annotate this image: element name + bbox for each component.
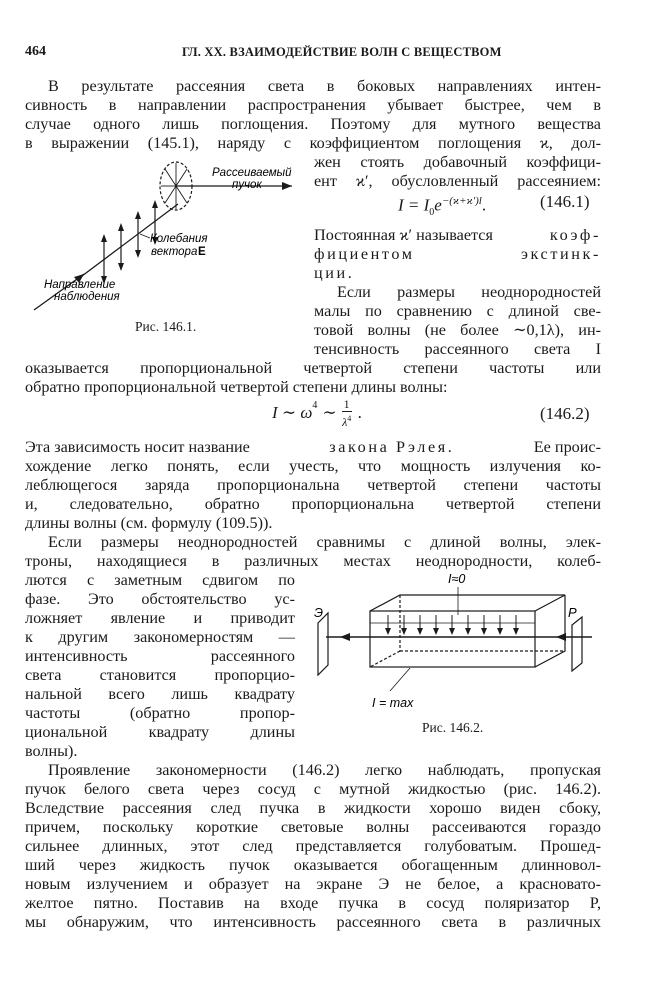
term-spaced: ции. bbox=[314, 264, 355, 282]
text-line: мы обнаружим, что интенсивность рассеянного света в различных bbox=[25, 913, 601, 931]
text-line bbox=[25, 438, 601, 457]
figure-caption: Рис. 146.1. bbox=[135, 319, 197, 334]
text-line bbox=[314, 245, 601, 264]
text-line: желтое пятно. Поставив на входе пучка в сосуд поляризатор P, bbox=[25, 894, 601, 912]
text-line: жен стоять добавочный коэффици- bbox=[314, 153, 601, 171]
eq-denominator bbox=[342, 412, 351, 429]
eq-den-power: 4 bbox=[347, 413, 352, 423]
figure-caption: Рис. 146.2. bbox=[422, 720, 484, 735]
text-line: к другим закономерностям — bbox=[25, 628, 295, 646]
text-line: обратно пропорциональной четвертой степени длины волны: bbox=[25, 378, 448, 396]
eq-sim: ∼ bbox=[322, 403, 337, 422]
oscillation-arrows bbox=[104, 202, 155, 282]
text-line: ложняет явление и приводит bbox=[25, 609, 295, 627]
text-line: волны). bbox=[25, 742, 78, 760]
text-line: оказывается пропорциональной четвертой степени частоты или bbox=[25, 359, 601, 377]
text-fragment: Ее проис- bbox=[533, 438, 601, 456]
leader-line bbox=[390, 668, 410, 691]
text-line: ент ϰ′, обусловленный рассеянием: bbox=[314, 172, 601, 190]
label-observation-1: Направление bbox=[44, 279, 116, 291]
text-line: ший через жидкость пучок оказывается обогащенным длинновол- bbox=[25, 856, 601, 874]
eq-dot: . bbox=[481, 195, 487, 215]
text-line bbox=[25, 723, 295, 742]
text-fragment: рассеянного bbox=[210, 647, 295, 665]
text-fragment: (обратно bbox=[129, 704, 191, 722]
arrowhead bbox=[282, 182, 292, 190]
text-line: Если размеры неоднородностей bbox=[337, 283, 601, 301]
text-fragment: циональной bbox=[25, 723, 108, 741]
leader-line bbox=[140, 234, 150, 238]
text-line: Вследствие рассеяния след пучка в жидкости хорошо виден сбоку, bbox=[25, 799, 601, 817]
text-line bbox=[314, 226, 601, 245]
text-fragment: пропор- bbox=[239, 704, 295, 722]
label-oscillation-1: Колебания bbox=[150, 233, 208, 245]
eq-lambda: λ bbox=[342, 414, 348, 429]
text-line: нальной всего лишь квадрату bbox=[25, 685, 295, 703]
label-intensity-zero: I≈0 bbox=[448, 572, 466, 586]
eq-lhs: I ∼ ω bbox=[272, 403, 313, 422]
label-scattered-1: Рассеиваемый bbox=[212, 167, 292, 179]
text-line: Проявление закономерности (146.2) легко наблюдать, пропуская bbox=[48, 761, 601, 779]
text-line: хождение легко понять, если учесть, что мощность излучения ко- bbox=[25, 457, 601, 475]
equation-146-2 bbox=[272, 396, 362, 430]
polarizer bbox=[572, 617, 582, 671]
label-polarizer: P bbox=[568, 605, 577, 620]
text-line: лются с заметным сдвигом по bbox=[25, 571, 295, 589]
page-number: 464 bbox=[25, 44, 46, 59]
eq-lhs: I = I bbox=[398, 195, 430, 215]
text-fragment: Постоянная ϰ′ называется bbox=[314, 226, 493, 244]
term-spaced: закона Рэлея. bbox=[329, 438, 455, 456]
equation-number: (146.1) bbox=[540, 192, 590, 211]
figure-146-1 bbox=[20, 150, 310, 340]
text-fragment: частоты bbox=[25, 704, 81, 722]
eq-numerator: 1 bbox=[343, 396, 350, 411]
text-line: света становится пропорцио- bbox=[25, 666, 295, 684]
text-line: тенсивность рассеянного света I bbox=[314, 340, 601, 358]
text-line: В результате рассеяния света в боковых направлениях интен- bbox=[48, 77, 601, 95]
text-line: и, следовательно, обратно пропорциональна четвертой степени bbox=[25, 495, 601, 513]
screen bbox=[318, 613, 328, 675]
text-line: леблющегося заряда пропорциональна четвертой степени частоты bbox=[25, 476, 601, 494]
scattering-arrowheads bbox=[385, 628, 519, 635]
running-title: ГЛ. XX. ВЗАИМОДЕЙСТВИЕ ВОЛН С ВЕЩЕСТВОМ bbox=[182, 45, 502, 59]
label-oscillation-2: вектора bbox=[151, 246, 198, 258]
term-spaced: экстинк- bbox=[520, 245, 601, 263]
label-observation-2: наблюдения bbox=[54, 291, 120, 303]
radial-arrows bbox=[161, 163, 191, 209]
label-vector-E: E bbox=[198, 246, 206, 258]
text-line: сильнее длинных, этот след представляется голубоватым. Прошед- bbox=[25, 837, 601, 855]
text-line: причем, поскольку короткие световые волны рассеиваются гораздо bbox=[25, 818, 601, 836]
eq-fraction bbox=[342, 398, 352, 429]
text-line: Если размеры неоднородностей сравнимы с длиной волны, элек- bbox=[48, 533, 601, 551]
eq-exponent: −(ϰ+ϰ′)l bbox=[441, 195, 482, 207]
label-intensity-max: I = max bbox=[372, 696, 414, 710]
text-line: малы по сравнению с длиной све- bbox=[314, 302, 601, 320]
text-line: пучок белого света через сосуд с мутной жидкостью (рис. 146.2). bbox=[25, 780, 601, 798]
text-fragment: Эта зависимость носит название bbox=[25, 438, 250, 456]
eq-power: 4 bbox=[312, 400, 318, 411]
text-fragment: длины bbox=[250, 723, 295, 741]
text-line: сивность в направлении распространения убывает быстрее, чем в bbox=[25, 96, 601, 114]
label-screen: Э bbox=[314, 605, 324, 620]
text-line: новым излучением и образует на экране Э не белое, а красновато- bbox=[25, 875, 601, 893]
term-spaced: коэф- bbox=[549, 226, 601, 244]
eq-dot: . bbox=[357, 403, 362, 422]
label-scattered-2: пучок bbox=[232, 179, 262, 191]
text-line: в выражении (145.1), наряду с коэффициентом поглощения ϰ, дол- bbox=[25, 134, 601, 152]
equation-number: (146.2) bbox=[540, 404, 590, 423]
eq-base: e bbox=[434, 195, 442, 215]
text-line bbox=[25, 704, 295, 723]
text-line: длины волны (см. формулу (109.5)). bbox=[25, 514, 273, 532]
eq-sub: 0 bbox=[429, 207, 435, 219]
text-line: случае одного лишь поглощения. Поэтому для мутного вещества bbox=[25, 115, 601, 133]
text-line bbox=[25, 647, 295, 666]
equation-146-1 bbox=[398, 189, 486, 225]
text-line: фазе. Это обстоятельство ус- bbox=[25, 590, 295, 608]
term-spaced: фициентом bbox=[314, 245, 415, 263]
text-line: товой волны (не более ∼0,1λ), ин- bbox=[314, 321, 601, 339]
text-fragment: квадрату bbox=[148, 723, 210, 741]
figure-146-2 bbox=[300, 565, 600, 715]
text-fragment: интенсивность bbox=[25, 647, 128, 665]
text-line: троны, находящиеся в различных местах неоднородности, колеб- bbox=[25, 552, 601, 570]
